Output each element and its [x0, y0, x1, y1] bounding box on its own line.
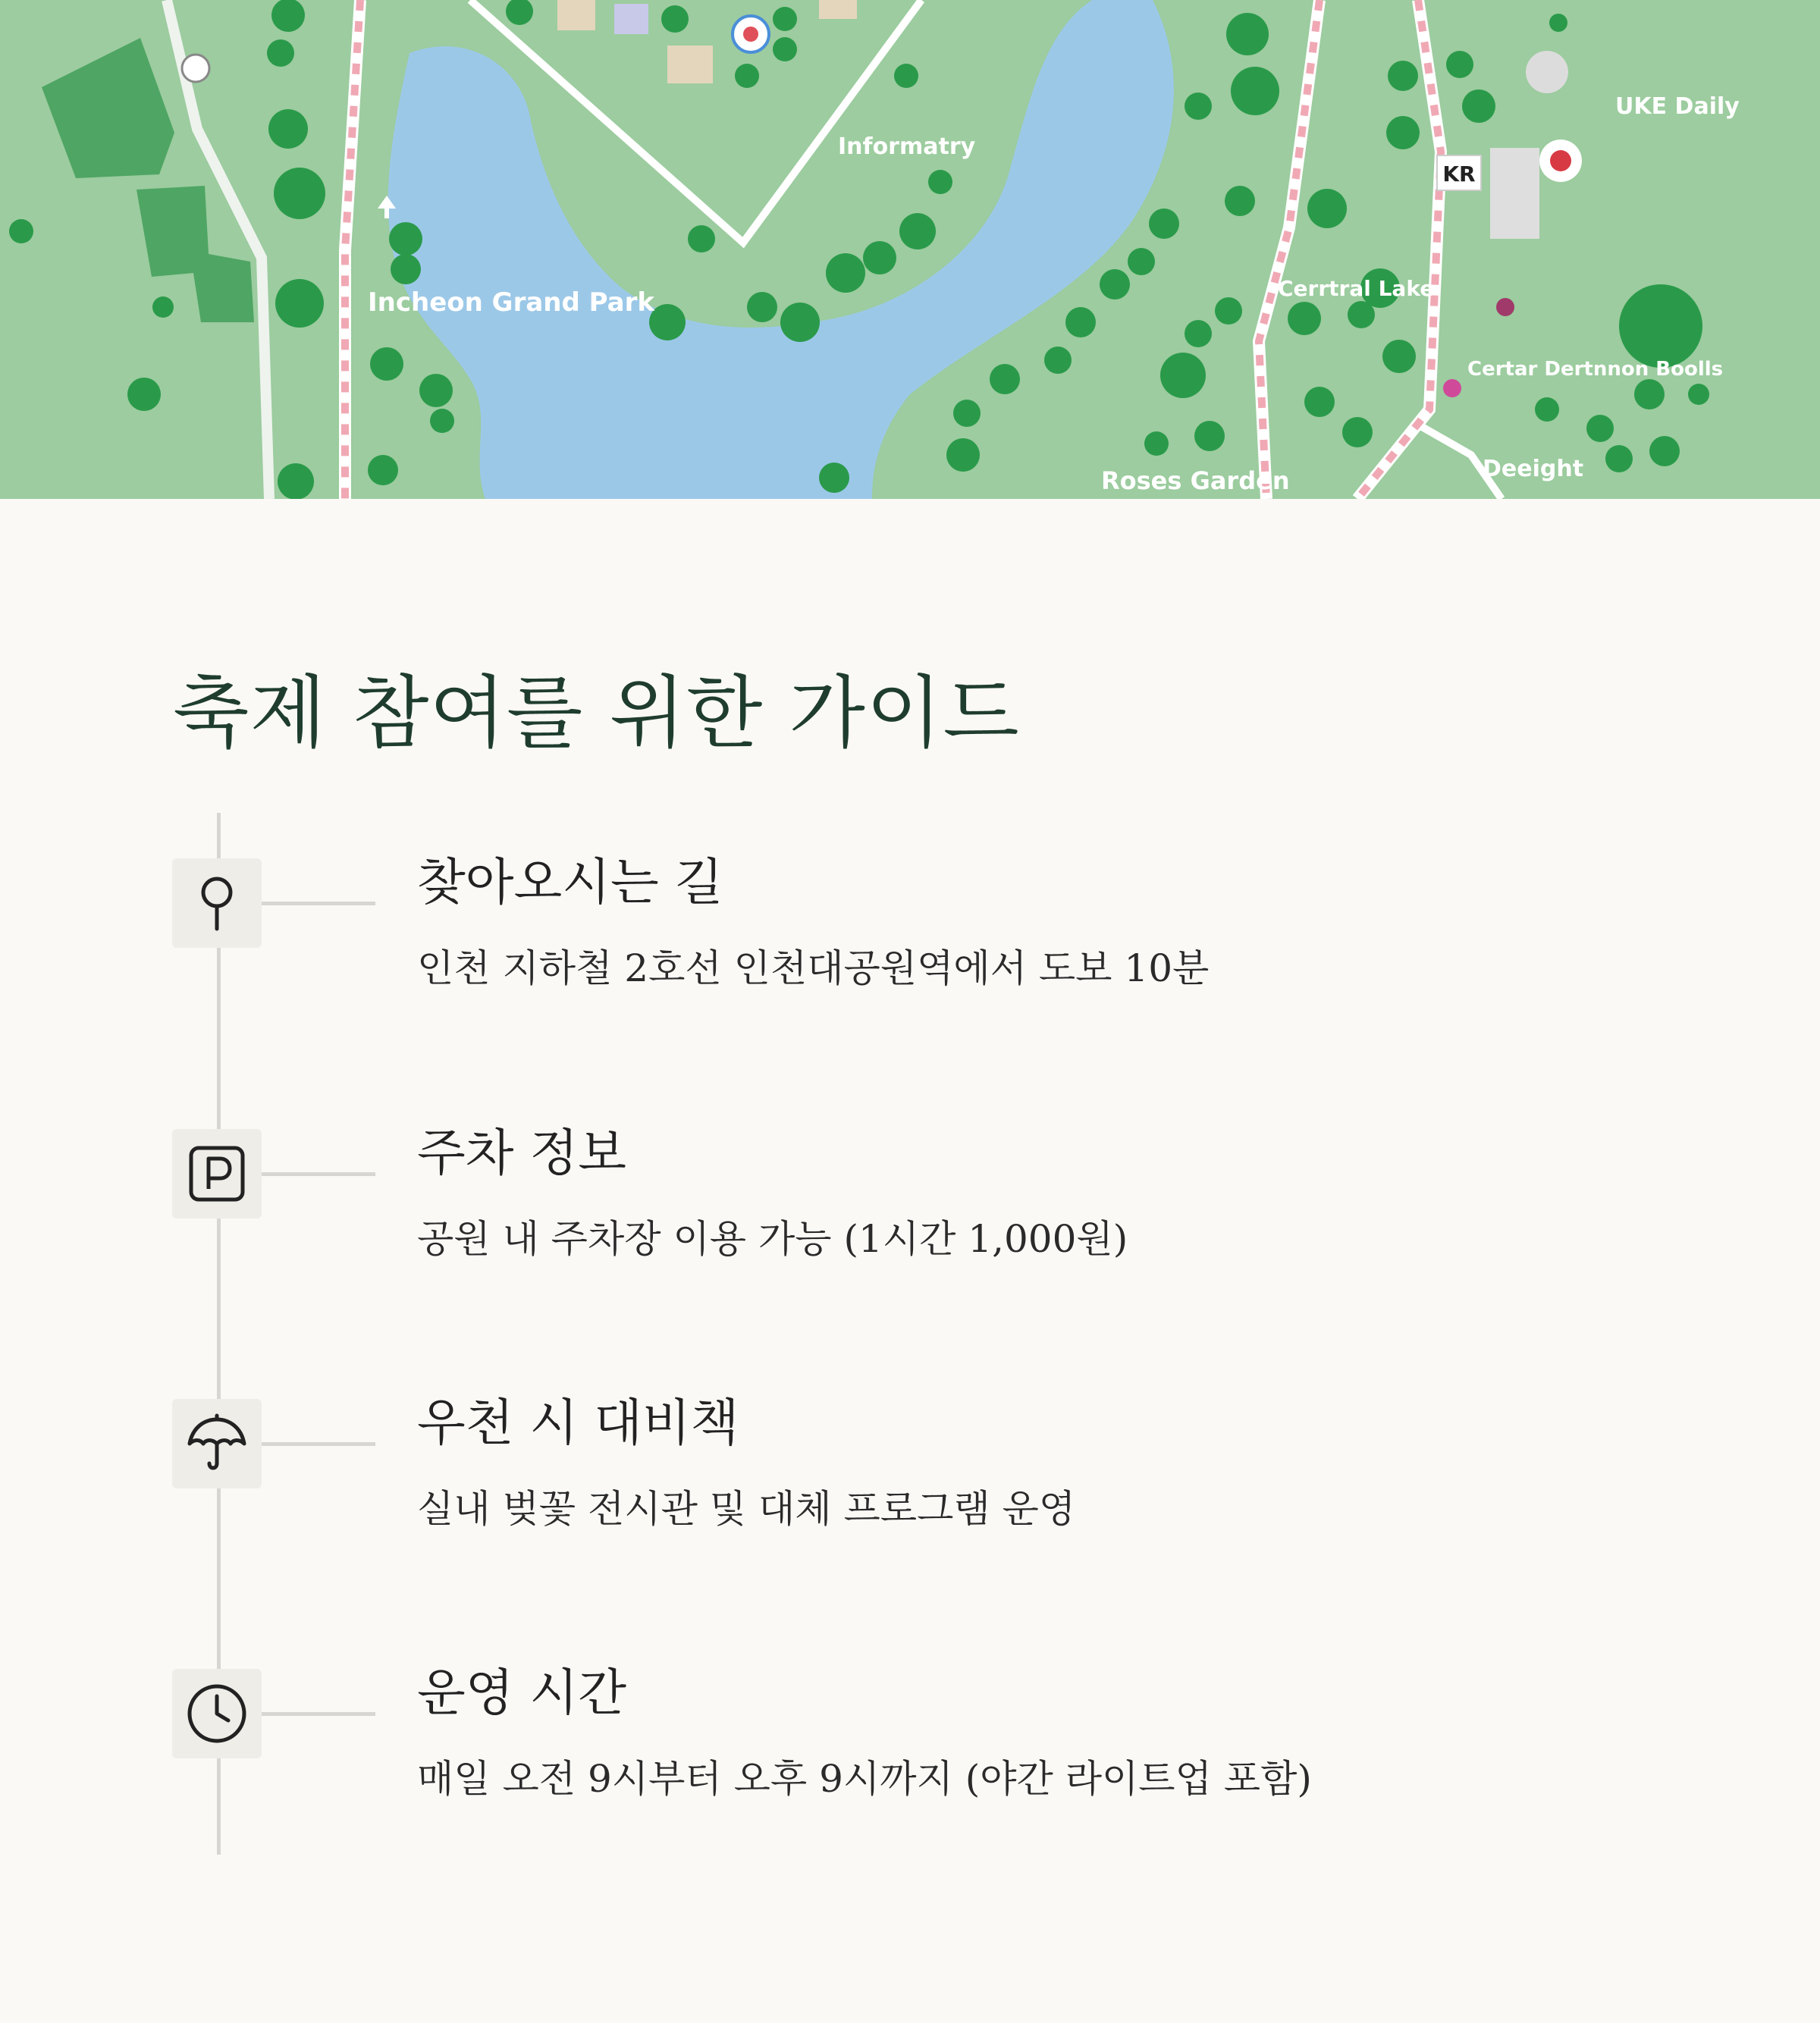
park-map[interactable]: [0, 0, 1820, 499]
map-marker: [1496, 298, 1514, 316]
map-label-roses-garden: Roses Garden: [1101, 466, 1290, 495]
map-building: [819, 0, 857, 19]
map-building: [1490, 148, 1539, 239]
map-label-deeght: Deeight: [1483, 456, 1584, 482]
step-heading: 우천 시 대비책: [417, 1394, 739, 1452]
map-arrow-icon: [384, 206, 389, 218]
map-marker: [743, 27, 758, 42]
step-connector: [262, 902, 375, 905]
step-connector: [262, 1172, 375, 1176]
umbrella-icon: [172, 1399, 262, 1488]
step-description: 공원 내 주차장 이용 가능 (1시간 1,000원): [417, 1217, 1128, 1261]
map-label-information: Informatry: [838, 133, 976, 160]
step-heading: 주차 정보: [417, 1124, 627, 1182]
step-heading: 운영 시간: [417, 1664, 627, 1722]
map-building: [614, 4, 648, 34]
guide-step-parking: [0, 1124, 1820, 1296]
step-description: 인천 지하철 2호선 인천대공원역에서 도보 10분: [417, 946, 1210, 990]
step-heading: 찾아오시는 길: [417, 853, 723, 911]
map-label-park: Incheon Grand Park: [368, 287, 655, 318]
map-marker: [182, 55, 209, 82]
map-marker: [1443, 379, 1461, 397]
map-building: [1526, 51, 1568, 93]
map-building: [557, 0, 595, 30]
map-marker: [1550, 150, 1571, 171]
step-connector: [262, 1712, 375, 1716]
map-building: [667, 45, 713, 83]
map-label-kr: KR: [1442, 162, 1476, 187]
map-pin-icon: [172, 858, 262, 948]
clock-icon: [172, 1669, 262, 1758]
step-description: 매일 오전 9시부터 오후 9시까지 (야간 라이트업 포함): [417, 1757, 1312, 1801]
map-label-center: Certar Dertnnon Boolls: [1467, 358, 1724, 381]
guide-title: 축제 참여를 위한 가이드: [173, 666, 1020, 759]
guide-step-hours: [0, 1664, 1820, 1836]
map-label-central-lake: Cerrtral Lake: [1278, 276, 1435, 301]
step-connector: [262, 1442, 375, 1446]
guide-step-directions: [0, 853, 1820, 1025]
guide-step-rain-plan: [0, 1394, 1820, 1566]
parking-icon: [172, 1129, 262, 1219]
step-description: 실내 벚꽃 전시관 및 대체 프로그램 운영: [417, 1487, 1076, 1531]
map-label-daily: UKE Daily: [1615, 93, 1740, 120]
